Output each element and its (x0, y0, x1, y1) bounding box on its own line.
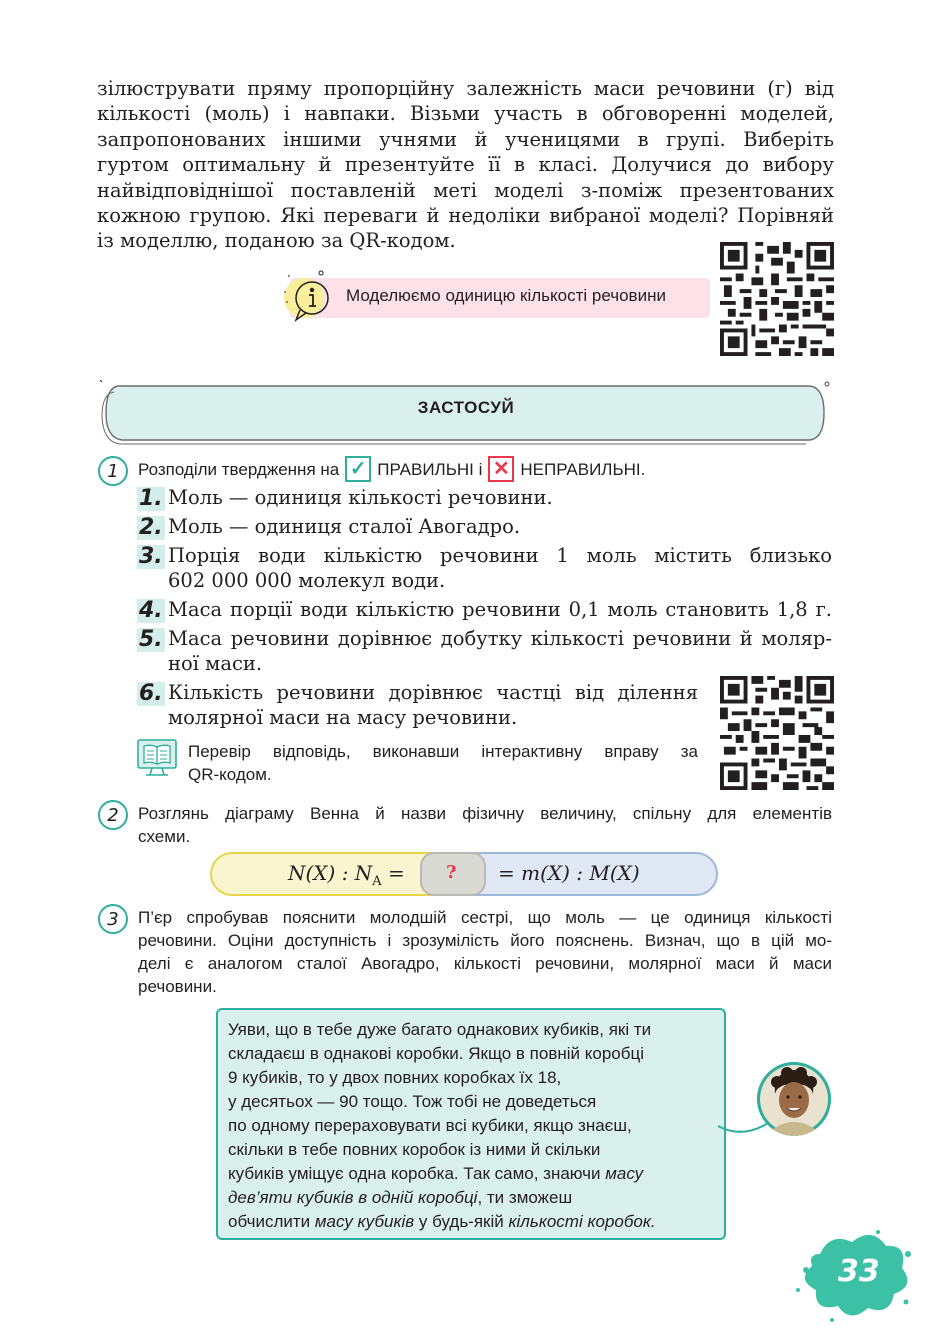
statement-number: 6. (137, 682, 165, 706)
avatar (757, 1062, 831, 1136)
task1-prefix: Розподіли твердження на (138, 459, 340, 479)
check-answer-text (188, 740, 698, 786)
intro-line: гуртом оптимальну й презентуйте її в класі. Долучися до вибору (97, 153, 834, 177)
statement-line: 602 000 000 молекул води. (168, 569, 446, 593)
statement-line: ної маси. (168, 652, 263, 676)
bubble-fragment: у будь-якій (414, 1212, 509, 1231)
bubble-line: по одному перераховувати всі кубики, якщо знаєш, (228, 1116, 632, 1135)
bubble-line (228, 1162, 718, 1186)
task1-instruction (138, 456, 645, 482)
intro-line: запропонованих іншими учнями й ученицями в групі. Виберіть (97, 127, 834, 151)
info-icon (274, 268, 338, 326)
venn-left-formula (288, 861, 405, 889)
qr-code[interactable] (720, 676, 834, 790)
statement-line: Порція води кількістю речовини 1 моль містить близько (168, 544, 832, 567)
task-number: 2 (98, 800, 128, 830)
task-number: 1 (98, 456, 128, 486)
venn-left-equals: = (381, 861, 405, 885)
task3-text (138, 906, 832, 998)
bubble-line: 9 кубиків, то у двох повних коробках їх 18, (228, 1068, 562, 1087)
statement-number: 3. (137, 545, 165, 569)
task1-ok-label: ПРАВИЛЬНІ і (377, 459, 483, 479)
statement-line: Маса речовини дорівнює добутку кількості речовини й моляр- (168, 627, 832, 650)
statement-line: Маса порції води кількістю речовини 0,1 моль становить 1,8 г. (168, 598, 832, 621)
statement-number: 5. (137, 628, 165, 652)
statement-text: Моль — одиниця кількості речовини. (168, 486, 553, 509)
statement-text (168, 626, 832, 677)
page-number: 33 (838, 1254, 880, 1289)
task3-line: П’єр спробував пояснити молодшій сестрі, що моль — це одиниця кількості (138, 908, 832, 927)
bubble-fragment: обчислити (228, 1212, 315, 1231)
task3-line: речовини. Оціни доступність і зрозумілість його пояснень. Визнач, що в цій мо- (138, 931, 832, 950)
intro-paragraph (97, 76, 834, 254)
correct-checkbox-icon: ✓ (345, 456, 371, 482)
intro-line: кількості (моль) і навпаки. Візьми участь в обговоренні моделей, (97, 102, 834, 126)
venn-right-formula: = m(X) : M(X) (498, 861, 640, 885)
bubble-fragment-italic: дев’яти кубиків в одній коробці (228, 1188, 478, 1207)
bubble-line: Уяви, що в тебе дуже багато однакових кубиків, які ти (228, 1020, 652, 1039)
statement-text: Моль — одиниця сталої Авогадро. (168, 515, 521, 538)
statement-text (168, 597, 832, 622)
statement-line: молярної маси на масу речовини. (168, 706, 518, 730)
statement-line: Кількість речовини дорівнює частці від ділення (168, 681, 698, 704)
check-line: QR-кодом. (188, 765, 272, 784)
statement-text (168, 680, 698, 731)
qr-code[interactable] (720, 242, 834, 356)
bubble-line (228, 1186, 718, 1210)
bubble-fragment-italic: масу кубиків (314, 1212, 415, 1231)
bubble-line: у десятьох — 90 тощо. Тож тобі не доведеться (228, 1092, 597, 1111)
bubble-fragment-italic: кількості коробок. (508, 1212, 656, 1231)
statement-number: 4. (137, 599, 165, 623)
bubble-line (228, 1210, 718, 1234)
info-text: Моделюємо одиницю кількості речовини (346, 286, 666, 305)
bubble-line: скільки в тебе повних коробок із ними й скільки (228, 1140, 601, 1159)
task2-line: Розглянь діаграму Венна й назви фізичну величину, спільну для елементів (138, 804, 832, 823)
statement-number: 2. (137, 516, 165, 540)
speech-bubble-text (228, 1018, 718, 1234)
task1-no-label: НЕПРАВИЛЬНІ. (520, 459, 646, 479)
section-title: ЗАСТОСУЙ (417, 398, 515, 417)
bubble-line: складаєш в однакові коробки. Якщо в повній коробці (228, 1044, 644, 1063)
task2-line: схеми. (138, 827, 191, 846)
task3-line: делі є аналогом сталої Авогадро, кількості речовини, молярної маси й маси (138, 954, 832, 973)
bubble-fragment-italic: масу (605, 1164, 644, 1183)
intro-line: кожною групою. Які переваги й недоліки вибраної моделі? Порівняй (97, 204, 834, 228)
interactive-exercise-icon (136, 738, 182, 778)
statement-number: 1. (137, 487, 165, 511)
statement-text (168, 543, 832, 594)
task2-text (138, 802, 832, 848)
bubble-fragment: кубиків уміщує одна коробка. Так само, знаючи (228, 1164, 606, 1183)
venn-left-subscript: A (372, 874, 382, 889)
bubble-fragment: , ти зможеш (477, 1188, 573, 1207)
venn-left-text: N(X) : N (288, 861, 373, 885)
venn-question: ? (446, 862, 457, 883)
task-number: 3 (98, 904, 128, 934)
task3-line: речовини. (138, 977, 217, 996)
intro-line: із моделлю, поданою за QR-кодом. (97, 229, 456, 253)
intro-line: найвідповіднішої поставленій меті моделі з-поміж презентованих (97, 178, 834, 202)
intro-line: зілюструвати пряму пропорційну залежність маси речовини (г) від (97, 77, 834, 100)
check-line: Перевір відповідь, виконавши інтерактивну вправу за (188, 742, 698, 761)
wrong-checkbox-icon: ✕ (488, 456, 514, 482)
